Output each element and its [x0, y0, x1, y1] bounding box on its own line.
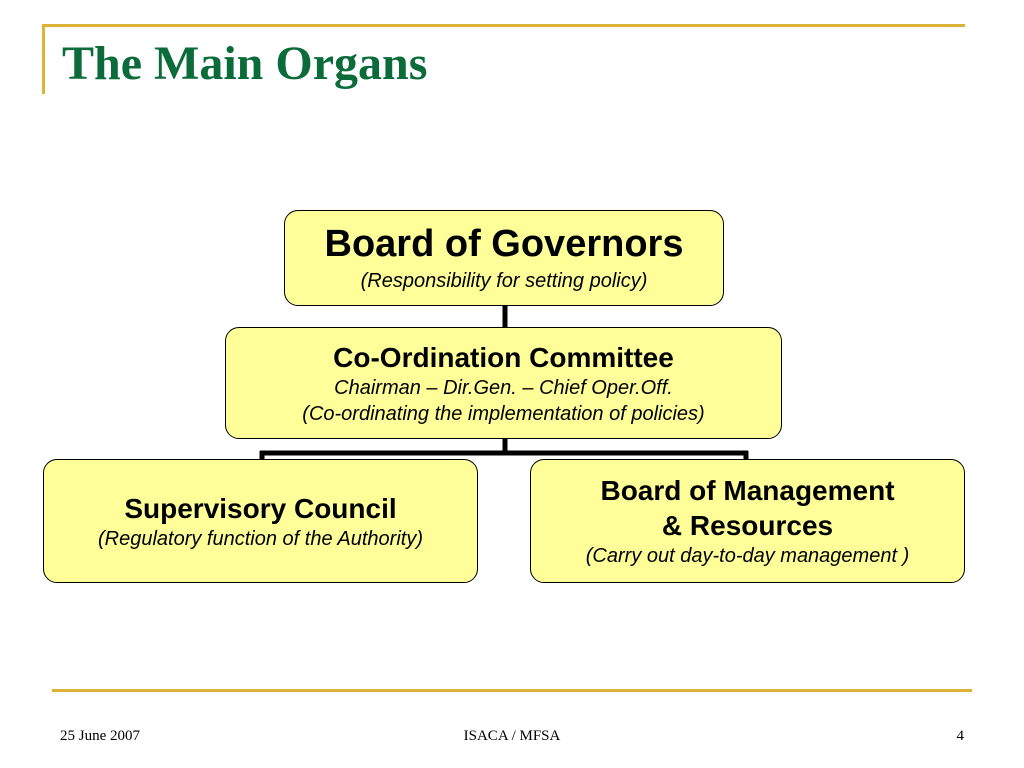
- coordination-committee-box: [225, 327, 782, 439]
- board-of-management-title-line1: Board of Management: [600, 475, 895, 506]
- coordination-committee-subtitle: (Co-ordinating the implementation of policies): [302, 402, 705, 425]
- supervisory-council-subtitle: (Regulatory function of the Authority): [98, 527, 423, 550]
- board-of-management-subtitle: (Carry out day-to-day management ): [585, 545, 910, 567]
- coordination-committee-members: Chairman – Dir.Gen. – Chief Oper.Off.: [334, 376, 673, 399]
- board-of-management-title-line2: & Resources: [661, 510, 834, 541]
- supervisory-council-box: [43, 459, 478, 583]
- board-of-governors-title: Board of Governors: [324, 223, 684, 266]
- board-of-governors-box: [284, 210, 724, 306]
- board-of-governors-subtitle: (Responsibility for setting policy): [360, 269, 648, 292]
- footer-organization: ISACA / MFSA: [463, 728, 561, 744]
- supervisory-council-title: Supervisory Council: [124, 492, 397, 524]
- board-of-management-box: [530, 459, 965, 583]
- footer-date: 25 June 2007: [60, 728, 140, 744]
- footer-divider: [52, 689, 972, 692]
- coordination-committee-title: Co-Ordination Committee: [333, 341, 674, 373]
- footer-page-number: 4: [956, 728, 964, 744]
- slide-title: The Main Organs: [62, 37, 428, 90]
